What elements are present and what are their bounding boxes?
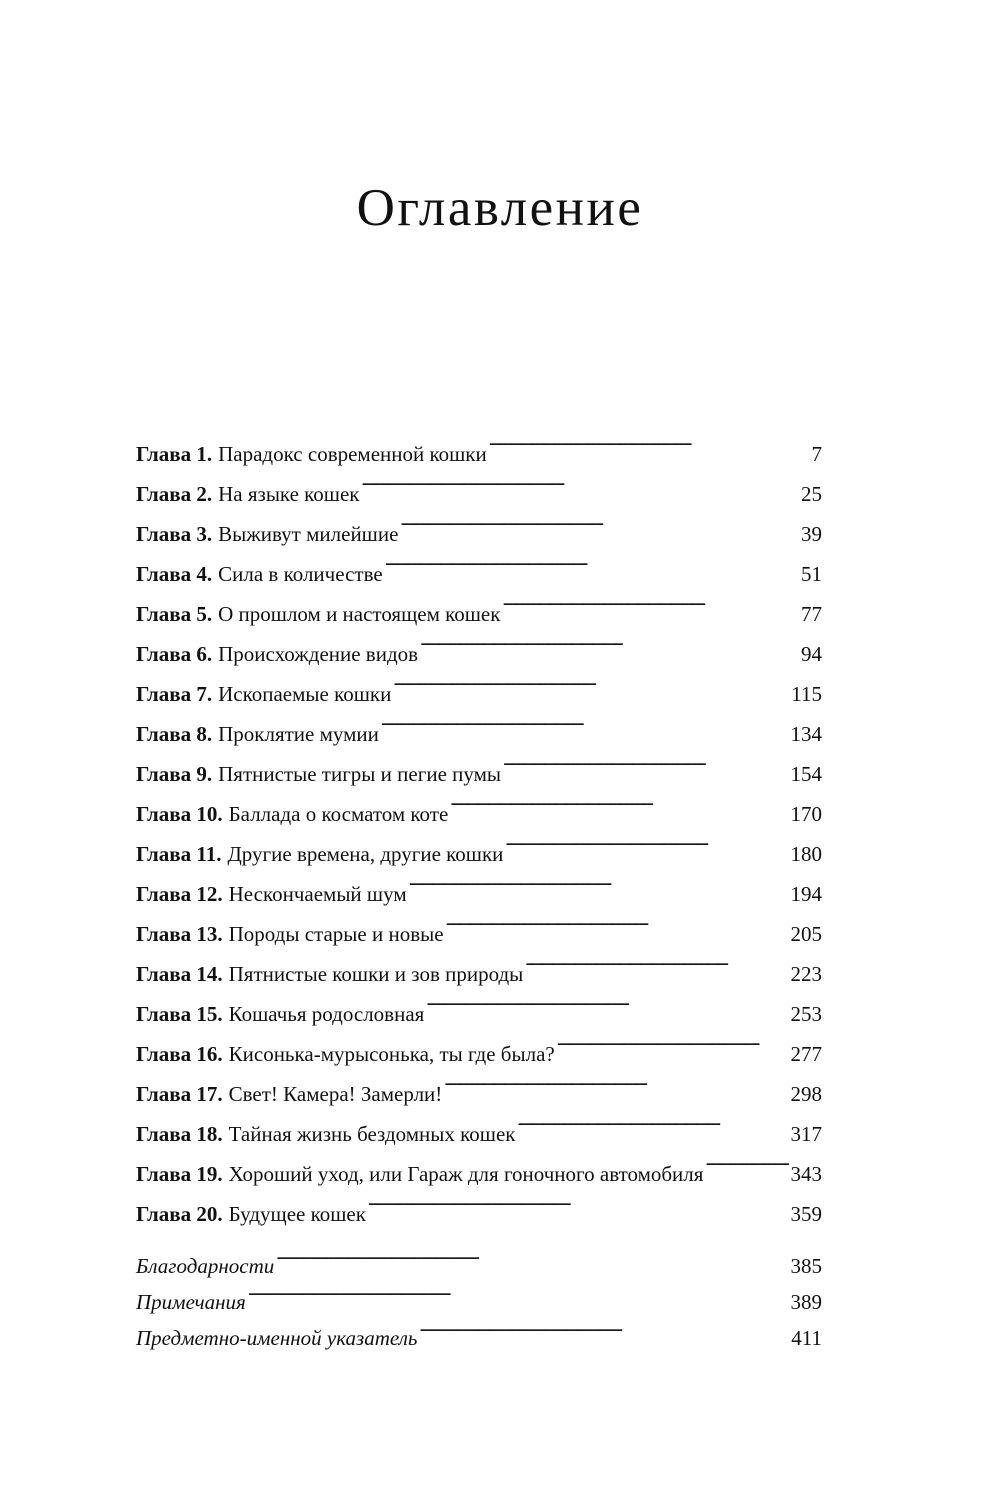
dot-leader [381, 701, 789, 741]
chapter-title: Сила в количестве [218, 562, 383, 586]
dot-leader [557, 1021, 789, 1061]
dot-leader [400, 501, 799, 541]
back-matter-title: Предметно-именной указатель [136, 1326, 418, 1350]
dot-leader [276, 1237, 788, 1273]
page-number: 7 [811, 442, 822, 466]
chapter-title: На языке кошек [218, 482, 360, 506]
chapter-label: Глава 13. [136, 922, 223, 946]
dot-leader [419, 1309, 789, 1345]
dot-leader [503, 741, 789, 781]
table-of-contents [136, 421, 822, 1226]
chapter-label: Глава 15. [136, 1002, 223, 1026]
page-number: 253 [790, 1002, 822, 1026]
chapter-label: Глава 9. [136, 762, 213, 786]
dot-leader [409, 861, 789, 901]
chapter-label: Глава 20. [136, 1202, 223, 1226]
chapter-label: Глава 18. [136, 1122, 223, 1146]
page-title: Оглавление [356, 179, 644, 237]
chapter-label: Глава 2. [136, 482, 213, 506]
chapter-title: Кошачья родословная [228, 1002, 425, 1026]
chapter-label: Глава 5. [136, 602, 213, 626]
page-number: 180 [790, 842, 822, 866]
page-number: 277 [790, 1042, 822, 1066]
chapter-label: Глава 19. [136, 1162, 223, 1186]
chapter-title: Породы старые и новые [228, 922, 444, 946]
chapter-title: Происхождение видов [218, 642, 419, 666]
page-number: 194 [790, 882, 822, 906]
page-number: 317 [790, 1122, 822, 1146]
dot-leader [362, 461, 799, 501]
page-number: 385 [790, 1254, 822, 1278]
dot-leader [502, 581, 799, 621]
dot-leader [248, 1273, 789, 1309]
dot-leader [420, 621, 799, 661]
page-number: 223 [790, 962, 822, 986]
dot-leader [426, 981, 788, 1021]
dot-leader [489, 421, 810, 461]
chapter-title: Другие времена, другие кошки [227, 842, 504, 866]
dot-leader [450, 781, 788, 821]
chapter-label: Глава 8. [136, 722, 213, 746]
back-matter-title: Примечания [136, 1290, 246, 1314]
chapter-title: Выживут милейшие [218, 522, 399, 546]
chapter-label: Глава 10. [136, 802, 223, 826]
chapter-label: Глава 7. [136, 682, 213, 706]
chapter-label: Глава 16. [136, 1042, 223, 1066]
page-number: 115 [791, 682, 822, 706]
dot-leader [368, 1181, 789, 1221]
chapter-title: Парадокс современной кошки [218, 442, 487, 466]
chapter-title: Кисонька-мурысонька, ты где была? [228, 1042, 555, 1066]
chapter-title: Будущее кошек [228, 1202, 366, 1226]
dot-leader [705, 1141, 788, 1181]
chapter-title: Проклятие мумии [218, 722, 379, 746]
chapter-title: Хороший уход, или Гараж для гоночного автомобиля [228, 1162, 704, 1186]
page-number: 389 [790, 1290, 822, 1314]
page-number: 343 [790, 1162, 822, 1186]
chapter-title: Пятнистые тигры и пегие пумы [218, 762, 501, 786]
chapter-title: Баллада о косматом коте [228, 802, 449, 826]
page-number: 94 [801, 642, 822, 666]
chapter-label: Глава 11. [136, 842, 222, 866]
page-number: 51 [801, 562, 822, 586]
page-number: 134 [790, 722, 822, 746]
page-number: 25 [801, 482, 822, 506]
dot-leader [517, 1101, 788, 1141]
page-number: 359 [790, 1202, 822, 1226]
chapter-title: Ископаемые кошки [218, 682, 392, 706]
page-number: 170 [790, 802, 822, 826]
chapter-label: Глава 3. [136, 522, 213, 546]
chapter-title: Пятнистые кошки и зов природы [228, 962, 524, 986]
page-number: 154 [790, 762, 822, 786]
page-number: 298 [790, 1082, 822, 1106]
dot-leader [525, 941, 788, 981]
chapter-label: Глава 6. [136, 642, 213, 666]
chapter-title: Нескончаемый шум [228, 882, 407, 906]
chapter-title: О прошлом и настоящем кошек [218, 602, 501, 626]
dot-leader [385, 541, 799, 581]
page-number: 411 [791, 1326, 822, 1350]
page-number: 77 [801, 602, 822, 626]
chapter-label: Глава 12. [136, 882, 223, 906]
toc-entry-back-matter-1 [136, 1237, 822, 1278]
back-matter-title: Благодарности [136, 1254, 275, 1278]
dot-leader [505, 821, 788, 861]
chapter-label: Глава 14. [136, 962, 223, 986]
page-number: 39 [801, 522, 822, 546]
chapter-title: Тайная жизнь бездомных кошек [228, 1122, 516, 1146]
chapter-label: Глава 17. [136, 1082, 223, 1106]
dot-leader [446, 901, 789, 941]
dot-leader [444, 1061, 788, 1101]
chapter-label: Глава 1. [136, 442, 213, 466]
chapter-title: Свет! Камера! Замерли! [228, 1082, 443, 1106]
page-number: 205 [790, 922, 822, 946]
back-matter-list [136, 1237, 822, 1350]
dot-leader [393, 661, 789, 701]
chapter-label: Глава 4. [136, 562, 213, 586]
toc-entry-chapter-1 [136, 421, 822, 466]
